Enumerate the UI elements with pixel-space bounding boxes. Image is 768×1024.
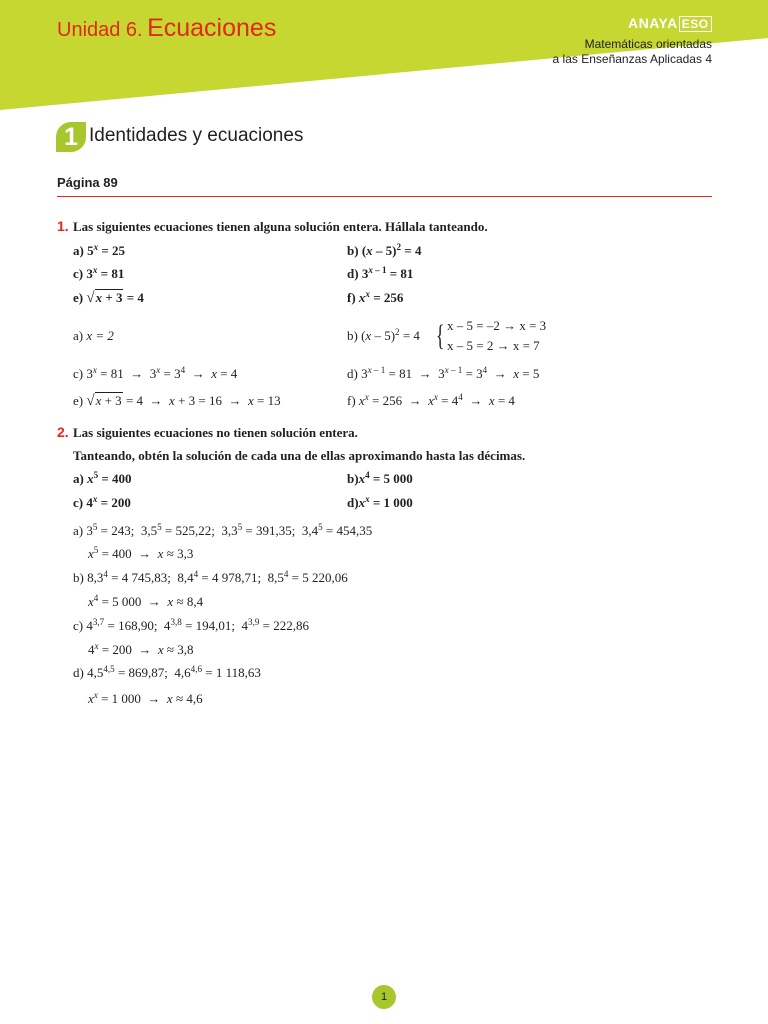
q1-eq-e: e) √x + 3 = 4 bbox=[73, 290, 144, 306]
q2-statement-2: Tanteando, obtén la solución de cada una de ellas aproximando hasta las décimas. bbox=[73, 448, 526, 463]
q1-eq-a: a) $5^x = 25$ bbox=[73, 242, 126, 258]
subtitle-line-2: a las Enseñanzas Aplicadas 4 bbox=[552, 52, 712, 66]
logo-eso: ESO bbox=[679, 16, 712, 32]
q1-sol-e: e) √x + 3 = 4 → x + 3 = 16 → x = 13 bbox=[73, 393, 281, 409]
subtitle-line-1: Matemáticas orientadas bbox=[584, 37, 712, 51]
q1-sol-b-line2: x – 5 = 2 → x = 7 bbox=[447, 338, 540, 353]
q2-eq-c: c) $4^x = 200$ bbox=[73, 494, 131, 510]
q1-sol-b: b) (x – 5)$^2$ = 4 bbox=[347, 327, 420, 343]
q1-eq-d: d) $3^{x - 1} = 81$ bbox=[347, 265, 414, 281]
q2-sol-d-trials: d) $4,5^{4,5} = 869,87$; $4,6^{4,6} = 1$ 118,63 bbox=[73, 664, 261, 680]
q1-eq-f: f) $x^x = 256$ bbox=[347, 289, 404, 305]
brace: { bbox=[435, 319, 445, 352]
logo-main: ANAYA bbox=[628, 15, 678, 31]
page-label: Página 89 bbox=[57, 175, 118, 190]
q1-sol-c: c) $3^x = 81 \to 3^x = 3^4 \to x = 4$ bbox=[73, 365, 238, 381]
section-number-badge: 1 bbox=[56, 122, 86, 152]
q2-sol-c-result: $4^x = 200 \to x \approx 3,8$ bbox=[88, 641, 194, 657]
q1-number: 1. bbox=[57, 218, 69, 234]
q2-sol-b-trials: b) $8,3^4 = 4$ 745,83; $8,4^4 = 4$ 978,71; $8,5^4 = 5$ 220,06 bbox=[73, 569, 348, 585]
q1-sol-a: a) x = 2 bbox=[73, 328, 114, 343]
q2-sol-b-result: $x^4 = 5$ 000 → x ≈ 8,4 bbox=[88, 593, 204, 609]
q2-eq-a: a) $x^5 = 400$ bbox=[73, 470, 132, 486]
q1-statement: Las siguientes ecuaciones tienen alguna solución entera. Hállala tanteando. bbox=[73, 219, 488, 234]
publisher-logo bbox=[628, 15, 712, 31]
q1-eq-c: c) $3^x = 81$ bbox=[73, 265, 125, 281]
q2-eq-d: $d)x^x = 1$ 000 bbox=[347, 494, 413, 510]
divider bbox=[57, 196, 712, 197]
q2-sol-c-trials: c) $4^{3,7} = 168,90$; $4^{3,8} = 194,01$; $4^{3,9} = 222,86$ bbox=[73, 617, 309, 633]
unit-prefix: Unidad 6. bbox=[57, 19, 143, 41]
q2-sol-a-result: $x^5 = 400 \to x \approx 3,3$ bbox=[88, 545, 194, 561]
unit-heading bbox=[57, 14, 276, 43]
q2-statement-1: Las siguientes ecuaciones no tienen solución entera. bbox=[73, 425, 358, 440]
q1-sol-f: f) $x^x = 256 \to x^x = 4^4 \to x = 4$ bbox=[347, 392, 515, 408]
q2-number: 2. bbox=[57, 424, 69, 440]
page-number: 1 bbox=[372, 985, 396, 1009]
q1-sol-d: d) $3^{x - 1} = 81 \to 3^{x - 1} = 3^4 \to x = 5$ bbox=[347, 365, 540, 381]
q1-eq-b: b) (x – 5)$^2$ = 4 bbox=[347, 242, 422, 258]
q2-sol-d-result: $x^x = 1$ 000 → x ≈ 4,6 bbox=[88, 690, 203, 706]
unit-title: Ecuaciones bbox=[147, 14, 277, 42]
section-title: Identidades y ecuaciones bbox=[89, 125, 304, 146]
q2-eq-b: $b)x^4 = 5$ 000 bbox=[347, 470, 413, 486]
q1-sol-b-line1: x – 5 = –2 → x = 3 bbox=[447, 318, 547, 333]
q2-sol-a-trials: a) $3^5 = 243$; $3,5^5 = 525,22$; $3,3^5 = 391,35$; $3,4^5 = 454,35$ bbox=[73, 522, 373, 538]
